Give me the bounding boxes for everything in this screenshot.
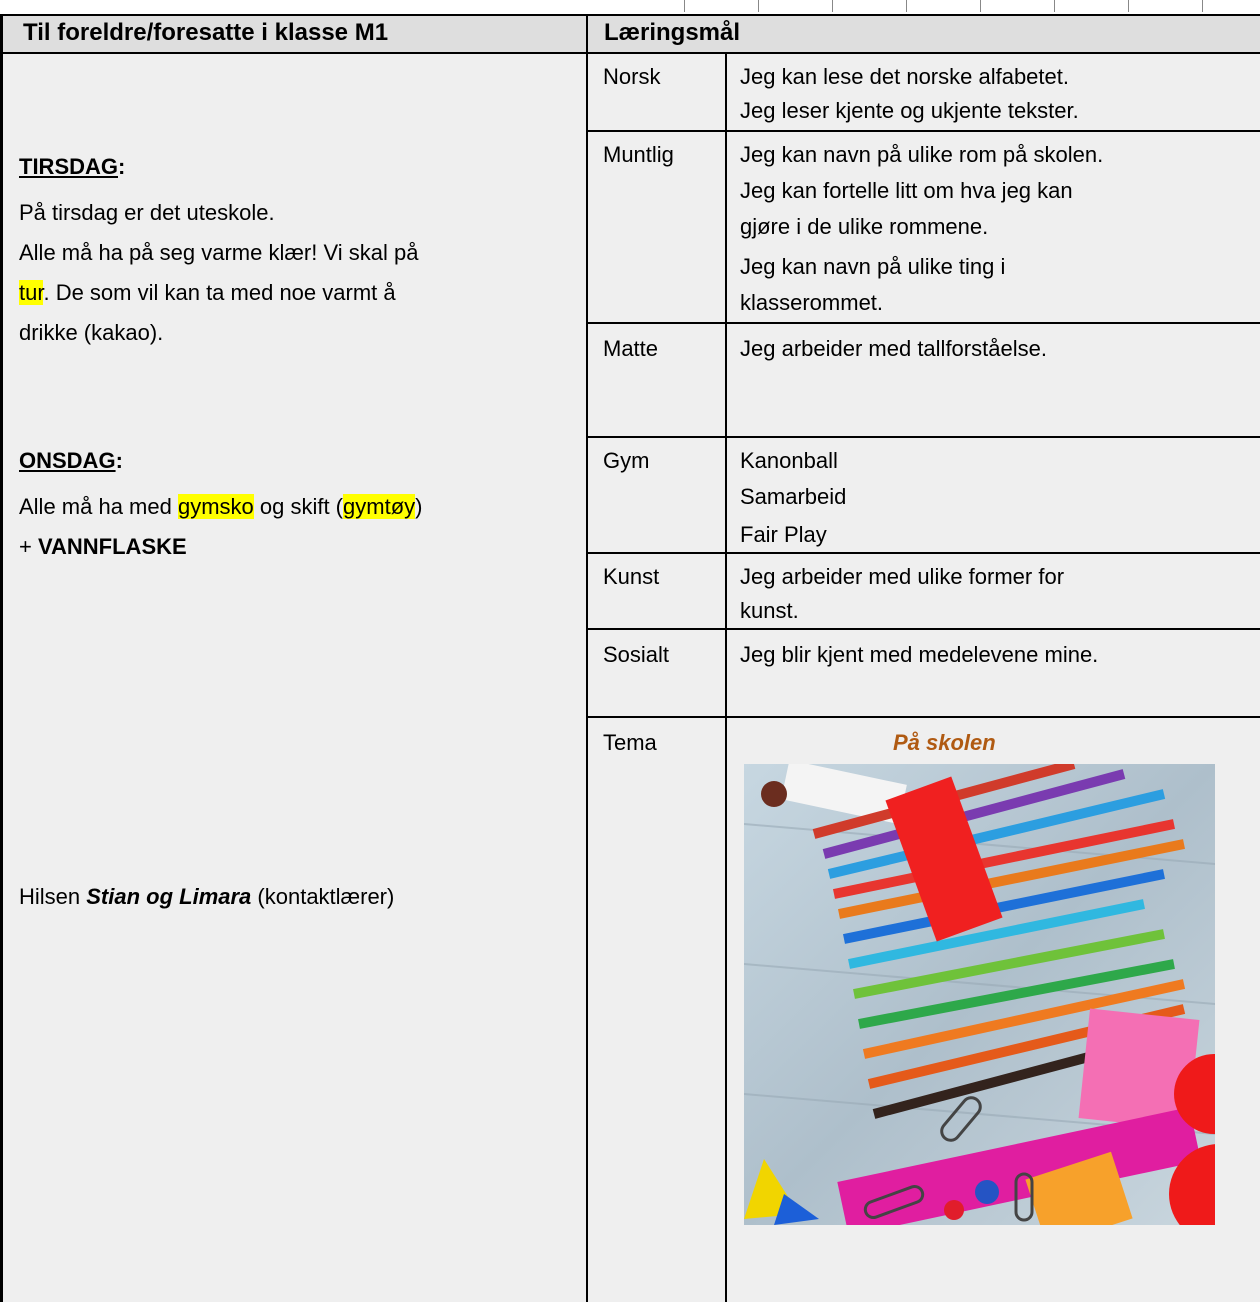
ruler-tick [906,0,907,12]
highlight-gymsko: gymsko [177,494,254,519]
goal-muntlig-4: Jeg kan navn på ulike ting i [740,254,1006,279]
ruler-tick [1128,0,1129,12]
right-header [588,14,1260,54]
goal-norsk-1: Jeg kan lese det norske alfabetet. [740,64,1069,89]
subject-matte: Matte [603,336,659,361]
row-divider [588,130,1260,132]
highlight-gymtoy: gymtøy [343,494,416,519]
goal-muntlig-2: Jeg kan fortelle litt om hva jeg kan [740,178,1073,203]
ruler-tick [758,0,759,12]
tuesday-line-3 [19,276,396,310]
goal-gym-3: Fair Play [740,522,827,547]
row-divider [588,322,1260,324]
goal-muntlig-3: gjøre i de ulike rommene. [740,214,989,239]
ruler-tick [1054,0,1055,12]
goal-kunst-1: Jeg arbeider med ulike former for [740,564,1065,589]
ruler-tick [684,0,685,12]
subject-sosialt: Sosialt [603,642,670,667]
wednesday-heading: ONSDAG [19,448,116,473]
row-divider [588,552,1260,554]
subject-norsk: Norsk [603,64,661,89]
tuesday-line-3-rest: . De som vil kan ta med noe varmt å [43,280,396,305]
wednesday-plus: + [19,534,38,559]
ruler-tick [832,0,833,12]
tuesday-line-2: Alle må ha på seg varme klær! Vi skal på [19,240,419,265]
row-divider [588,628,1260,630]
goal-matte-1: Jeg arbeider med tallforståelse. [740,336,1047,361]
wednesday-line-1-a: Alle må ha med [19,494,178,519]
subject-gym: Gym [603,448,650,473]
goal-muntlig-5: klasserommet. [740,290,884,315]
ruler-tick [1202,0,1203,12]
left-header [0,14,588,54]
signature-suffix: (kontaktlærer) [251,884,395,909]
water-bottle-reminder: VANNFLASKE [37,534,187,559]
ruler [0,0,1260,14]
subject-column-divider [725,54,727,1302]
subject-muntlig: Muntlig [603,142,674,167]
signature-prefix: Hilsen [19,884,87,909]
wednesday-line-1-c: ) [415,494,423,519]
teacher-names: Stian og Limara [86,884,252,909]
tuesday-heading: TIRSDAG [19,154,118,179]
left-header-title: Til foreldre/foresatte i klasse M1 [23,19,389,46]
subject-tema: Tema [603,730,657,755]
goal-norsk-2: Jeg leser kjente og ukjente tekster. [740,98,1079,123]
ruler-tick [980,0,981,12]
highlight-tur: tur [19,280,44,305]
school-supplies-image [744,764,1215,1225]
wednesday-line-1 [19,490,422,524]
right-header-title: Læringsmål [604,19,741,46]
tuesday-line-1: På tirsdag er det uteskole. [19,200,275,225]
subject-kunst: Kunst [603,564,660,589]
tuesday-heading-line: TIRSDAG: [19,154,126,179]
row-divider [588,436,1260,438]
goal-gym-2: Samarbeid [740,484,847,509]
wednesday-heading-line: ONSDAG: [19,448,123,473]
wednesday-line-2 [19,530,187,564]
tema-title: På skolen [893,730,996,755]
goal-sosialt-1: Jeg blir kjent med medelevene mine. [740,642,1099,667]
tuesday-line-4: drikke (kakao). [19,320,164,345]
row-divider [588,716,1260,718]
wednesday-line-1-b: og skift ( [253,494,344,519]
document-table [0,14,1260,1302]
signature [19,880,394,914]
goal-gym-1: Kanonball [740,448,838,473]
goal-muntlig-1: Jeg kan navn på ulike rom på skolen. [740,142,1104,167]
goal-kunst-2: kunst. [740,598,799,623]
